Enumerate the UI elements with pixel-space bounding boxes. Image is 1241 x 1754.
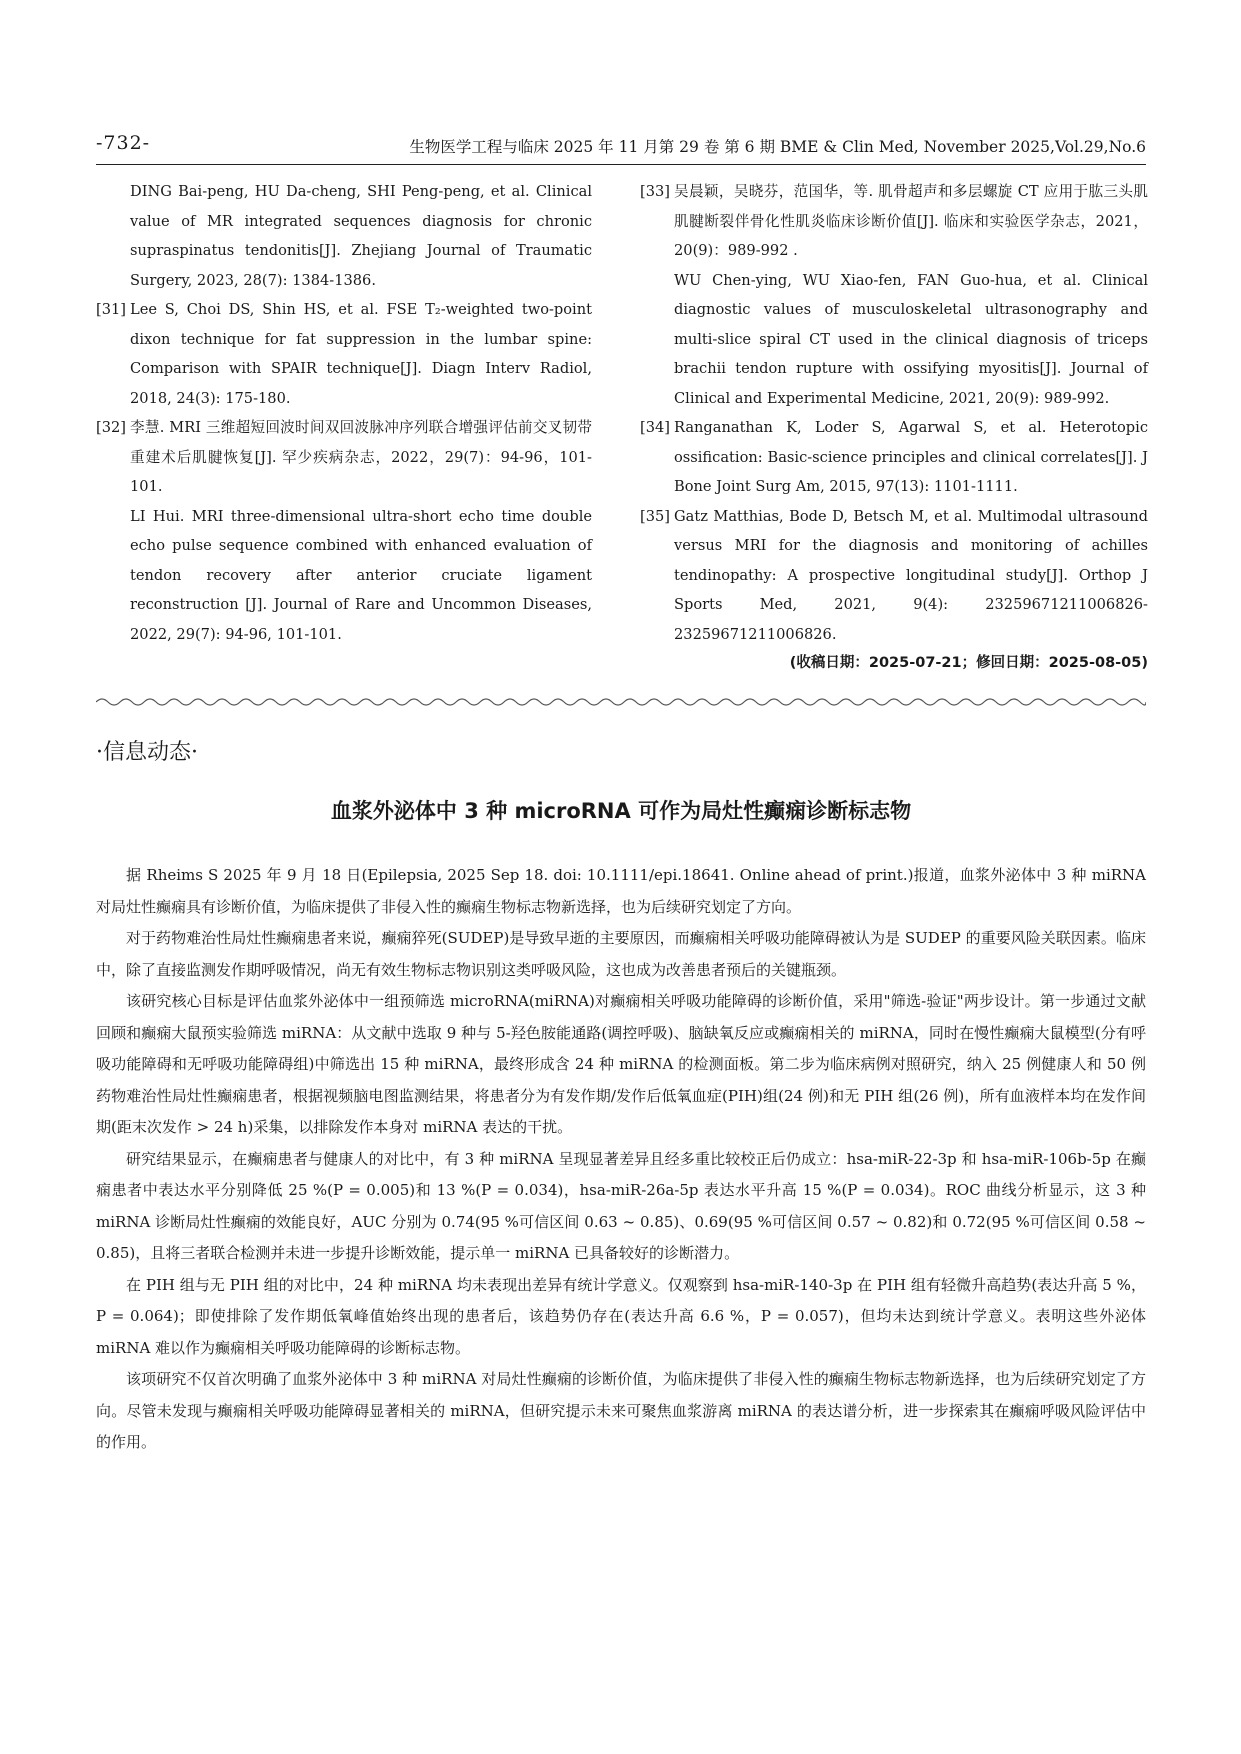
reference-text-english: LI Hui. MRI three-dimensional ultra-short echo time double echo pulse sequence combined with enhanced evaluation of tendon recovery after anterior cruciate ligament reconstruction [J]. Journal of Rare and Uncommon Diseases, 2022, 29(7): 94-96, 101-101.: [130, 507, 592, 643]
references-right-column: [640, 177, 1148, 679]
reference-34: [640, 413, 1148, 502]
news-paragraph: 研究结果显示，在癫痫患者与健康人的对比中，有 3 种 miRNA 呈现显著差异且经多重比较校正后仍成立：hsa-miR-22-3p 和 hsa-miR-106b-5p 在癫痫患者中表达水平分别降低 25 %(P = 0.005)和 13 %(P = 0.034)，hsa-miR-26a-5p 表达水平升高 15 %(P = 0.034)。ROC 曲线分析显示，这 3 种 miRNA 诊断局灶性癫痫的效能良好，AUC 分别为 0.74(95 %可信区间 0.63 ~ 0.85)、0.69(95 %可信区间 0.57 ~ 0.82)和 0.72(95 %可信区间 0.58 ~ 0.85)，且将三者联合检测并未进一步提升诊断效能，提示单一 miRNA 已具备较好的诊断潜力。: [96, 1149, 1146, 1262]
news-paragraph: 该研究核心目标是评估血浆外泌体中一组预筛选 microRNA(miRNA)对癫痫相关呼吸功能障碍的诊断价值，采用"筛选-验证"两步设计。第一步通过文献回顾和癫痫大鼠预实验筛选 miRNA：从文献中选取 9 种与 5-羟色胺能通路(调控呼吸)、脑缺氧反应或癫痫相关的 miRNA，同时在慢性癫痫大鼠模型(分有呼吸功能障碍和无呼吸功能障碍组)中筛选出 15 种 miRNA，最终形成含 24 种 miRNA 的检测面板。第二步为临床病例对照研究，纳入 25 例健康人和 50 例药物难治性局灶性癫痫患者，根据视频脑电图监测结果，将患者分为有发作期/发作后低氧血症(PIH)组(24 例)和无 PIH 组(26 例)，所有血液样本均在发作间期(距末次发作 > 24 h)采集，以排除发作本身对 miRNA 表达的干扰。: [96, 992, 1146, 1136]
news-paragraph: 在 PIH 组与无 PIH 组的对比中，24 种 miRNA 均未表现出差异有统计学意义。仅观察到 hsa-miR-140-3p 在 PIH 组有轻微升高趋势(表达升高 5 %，P = 0.064)；即使排除了发作期低氧峰值始终出现的患者后，该趋势仍存在(表达升高 6.6 %，P = 0.057)，但均未达到统计学意义。表明这些外泌体 miRNA 难以作为癫痫相关呼吸功能障碍的诊断标志物。: [96, 1275, 1146, 1357]
reference-35: [640, 502, 1148, 650]
reference-text: Gatz Matthias, Bode D, Betsch M, et al. Multimodal ultrasound versus MRI for the diagnosis and monitoring of achilles tendinopathy: A prospective longitudinal study[J]. Orthop J Sports Med, 2021, 9(4): 23259671211006826-23259671211006826.: [674, 507, 1148, 643]
reference-number: [32]: [96, 419, 126, 436]
running-head: [96, 132, 1146, 165]
news-title: 血浆外泌体中 3 种 microRNA 可作为局灶性癫痫诊断标志物: [330, 799, 912, 823]
news-paragraph: 该项研究不仅首次明确了血浆外泌体中 3 种 miRNA 对局灶性癫痫的诊断价值，为临床提供了非侵入性的癫痫生物标志物新选择，也为后续研究划定了方向。尽管未发现与癫痫相关呼吸功能障碍显著相关的 miRNA，但研究提示未来可聚焦血浆游离 miRNA 的表达谱分析，进一步探索其在癫痫呼吸风险评估中的作用。: [96, 1370, 1146, 1451]
reference-number: [35]: [640, 507, 670, 525]
journal-citation: 生物医学工程与临床 2025 年 11 月第 29 卷 第 6 期 BME & Clin Med, November 2025,Vol.29,No.6: [409, 138, 1146, 156]
news-paragraph: 据 Rheims S 2025 年 9 月 18 日(Epilepsia, 2025 Sep 18. doi: 10.1111/epi.18641. Online ahead of print.)报道，血浆外泌体中 3 种 miRNA 对局灶性癫痫具有诊断价值，为临床提供了非侵入性的癫痫生物标志物新选择，也为后续研究划定了方向。: [96, 866, 1146, 916]
wavy-divider: [96, 695, 1146, 709]
news-body: [96, 860, 1146, 1459]
reference-text-english: WU Chen-ying, WU Xiao-fen, FAN Guo-hua, et al. Clinical diagnostic values of musculoskeletal ultrasonography and multi-slice spiral CT used in the clinical diagnosis of triceps brachii tendon rupture with ossifying myositis[J]. Journal of Clinical and Experimental Medicine, 2021, 20(9): 989-992.: [674, 271, 1148, 407]
reference-text: Lee S, Choi DS, Shin HS, et al. FSE T₂-weighted two-point dixon technique for fat suppression in the lumbar spine: Comparison with SPAIR technique[J]. Diagn Interv Radiol, 2018, 24(3): 175-180.: [130, 301, 592, 407]
reference-30-continuation: DING Bai-peng, HU Da-cheng, SHI Peng-peng, et al. Clinical value of MR integrated sequences diagnosis for chronic supraspinatus tendonitis[J]. Zhejiang Journal of Traumatic Surgery, 2023, 28(7): 1384-1386.: [130, 183, 592, 289]
reference-number: [34]: [640, 419, 670, 436]
reference-31: [96, 295, 592, 413]
reference-number: [33]: [640, 183, 670, 200]
reference-number: [31]: [96, 301, 126, 318]
reference-32: [96, 413, 592, 649]
reference-text: Ranganathan K, Loder S, Agarwal S, et al. Heterotopic ossification: Basic-science principles and clinical correlates[J]. J Bone Joint Surg Am, 2015, 97(13): 1101-1111.: [674, 419, 1148, 495]
reference-text-chinese: 吴晨颖，吴晓芬，范国华，等. 肌骨超声和多层螺旋 CT 应用于肱三头肌肌腱断裂伴骨化性肌炎临床诊断价值[J]. 临床和实验医学杂志，2021，20(9)：989-992 .: [674, 183, 1148, 259]
reference-33: [640, 177, 1148, 413]
references-left-column: [96, 177, 592, 649]
page-number: -732-: [96, 132, 151, 154]
reference-text-chinese: 李慧. MRI 三维超短回波时间双回波脉冲序列联合增强评估前交叉韧带重建术后肌腱恢复[J]. 罕少疾病杂志，2022，29(7)：94-96，101-101.: [130, 419, 592, 495]
received-revised-dates: (收稿日期：2025-07-21；修回日期：2025-08-05): [789, 655, 1148, 671]
section-label: ·信息动态·: [96, 740, 198, 765]
news-paragraph: 对于药物难治性局灶性癫痫患者来说，癫痫猝死(SUDEP)是导致早逝的主要原因，而癫痫相关呼吸功能障碍被认为是 SUDEP 的重要风险关联因素。临床中，除了直接监测发作期呼吸情况，尚无有效生物标志物识别这类呼吸风险，这也成为改善患者预后的关键瓶颈。: [96, 929, 1146, 979]
